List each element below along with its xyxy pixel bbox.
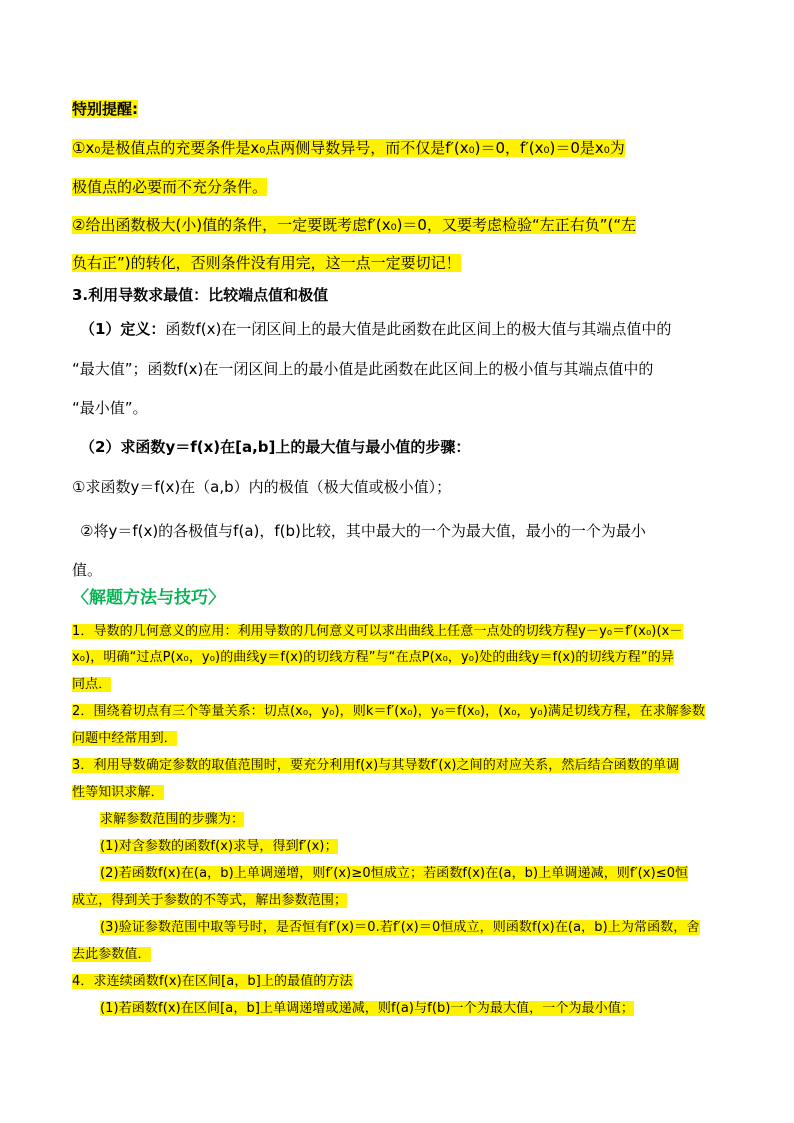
reminder-title: 特别提醒:: [72, 100, 138, 118]
methods-line-1: 1．导数的几何意义的应用：利用导数的几何意义可以求出曲线上任意一点处的切线方程y－y₀＝f′(x₀)(x－: [72, 624, 683, 639]
step-1: ①求函数y＝f(x)在（a,b）内的极值（极大值或极小值）；: [72, 478, 452, 496]
methods-line-5: 问题中经常用到．: [72, 731, 177, 746]
methods-line-6: 3．利用导数确定参数的取值范围时，要充分利用f(x)与其导数f′(x)之间的对应关系，然后结合函数的单调: [72, 758, 680, 773]
reminder-item-2-line-2: 负右正”)的转化，否则条件没有用完，这一点一定要切记！: [72, 254, 461, 272]
section-3-heading: 3.利用导数求最值：比较端点值和极值: [72, 286, 329, 304]
methods-line-13: 去此参数值．: [72, 947, 151, 962]
methods-line-12: (3)验证参数范围中取等号时，是否恒有f′(x)＝0.若f′(x)＝0恒成立，则函数f(x)在(a，b)上为常函数，舍: [100, 920, 700, 935]
methods-line-7: 性等知识求解．: [72, 785, 164, 800]
definition-line-3: “最小值”。: [72, 399, 148, 417]
methods-line-9: (1)对含参数的函数f(x)求导，得到f′(x)；: [100, 839, 338, 854]
methods-line-3: 同点．: [72, 677, 112, 692]
definition-line-1: （1）定义：函数f(x)在一闭区间上的最大值是此函数在此区间上的极大值与其端点值中的: [80, 320, 672, 338]
methods-line-11: 成立，得到关于参数的不等式，解出参数范围；: [72, 893, 348, 908]
methods-line-4: 2．围绕着切点有三个等量关系：切点(x₀，y₀)，则k＝f′(x₀)，y₀＝f(x₀)，(x₀，y₀)满足切线方程，在求解参数: [72, 704, 706, 719]
definition-line-2: “最大值”；函数f(x)在一闭区间上的最小值是此函数在此区间上的极小值与其端点值中的: [72, 360, 654, 378]
reminder-item-1-line-2: 极值点的必要而不充分条件。: [72, 178, 268, 196]
steps-heading: （2）求函数y＝f(x)在[a,b]上的最大值与最小值的步骤：: [80, 438, 471, 456]
step-2-line-1: ②将y＝f(x)的各极值与f(a)，f(b)比较，其中最大的一个为最大值，最小的一个为最小: [80, 522, 646, 540]
reminder-item-1-line-1: ①x₀是极值点的充要条件是x₀点两侧导数异号，而不仅是f′(x₀)＝0，f′(x₀)＝0是x₀为: [72, 139, 625, 157]
methods-title: 〈解题方法与技巧〉: [72, 588, 225, 608]
step-2-line-2: 值。: [72, 561, 103, 579]
methods-line-2: x₀)，明确“过点P(x₀，y₀)的曲线y＝f(x)的切线方程”与“在点P(x₀，y₀)处的曲线y＝f(x)的切线方程”的异: [72, 650, 674, 665]
methods-line-14: 4．求连续函数f(x)在区间[a，b]上的最值的方法: [72, 974, 353, 989]
methods-line-8: 求解参数范围的步骤为：: [100, 812, 245, 827]
reminder-item-2-line-1: ②给出函数极大(小)值的条件，一定要既考虑f′(x₀)＝0，又要考虑检验“左正右负”(“左: [72, 216, 637, 234]
methods-line-10: (2)若函数f(x)在(a，b)上单调递增，则f′(x)≥0恒成立；若函数f(x)在(a，b)上单调递减，则f′(x)≤0恒: [100, 866, 689, 881]
methods-line-15: (1)若函数f(x)在区间[a，b]上单调递增或递减，则f(a)与f(b)一个为最大值，一个为最小值；: [100, 1001, 634, 1016]
